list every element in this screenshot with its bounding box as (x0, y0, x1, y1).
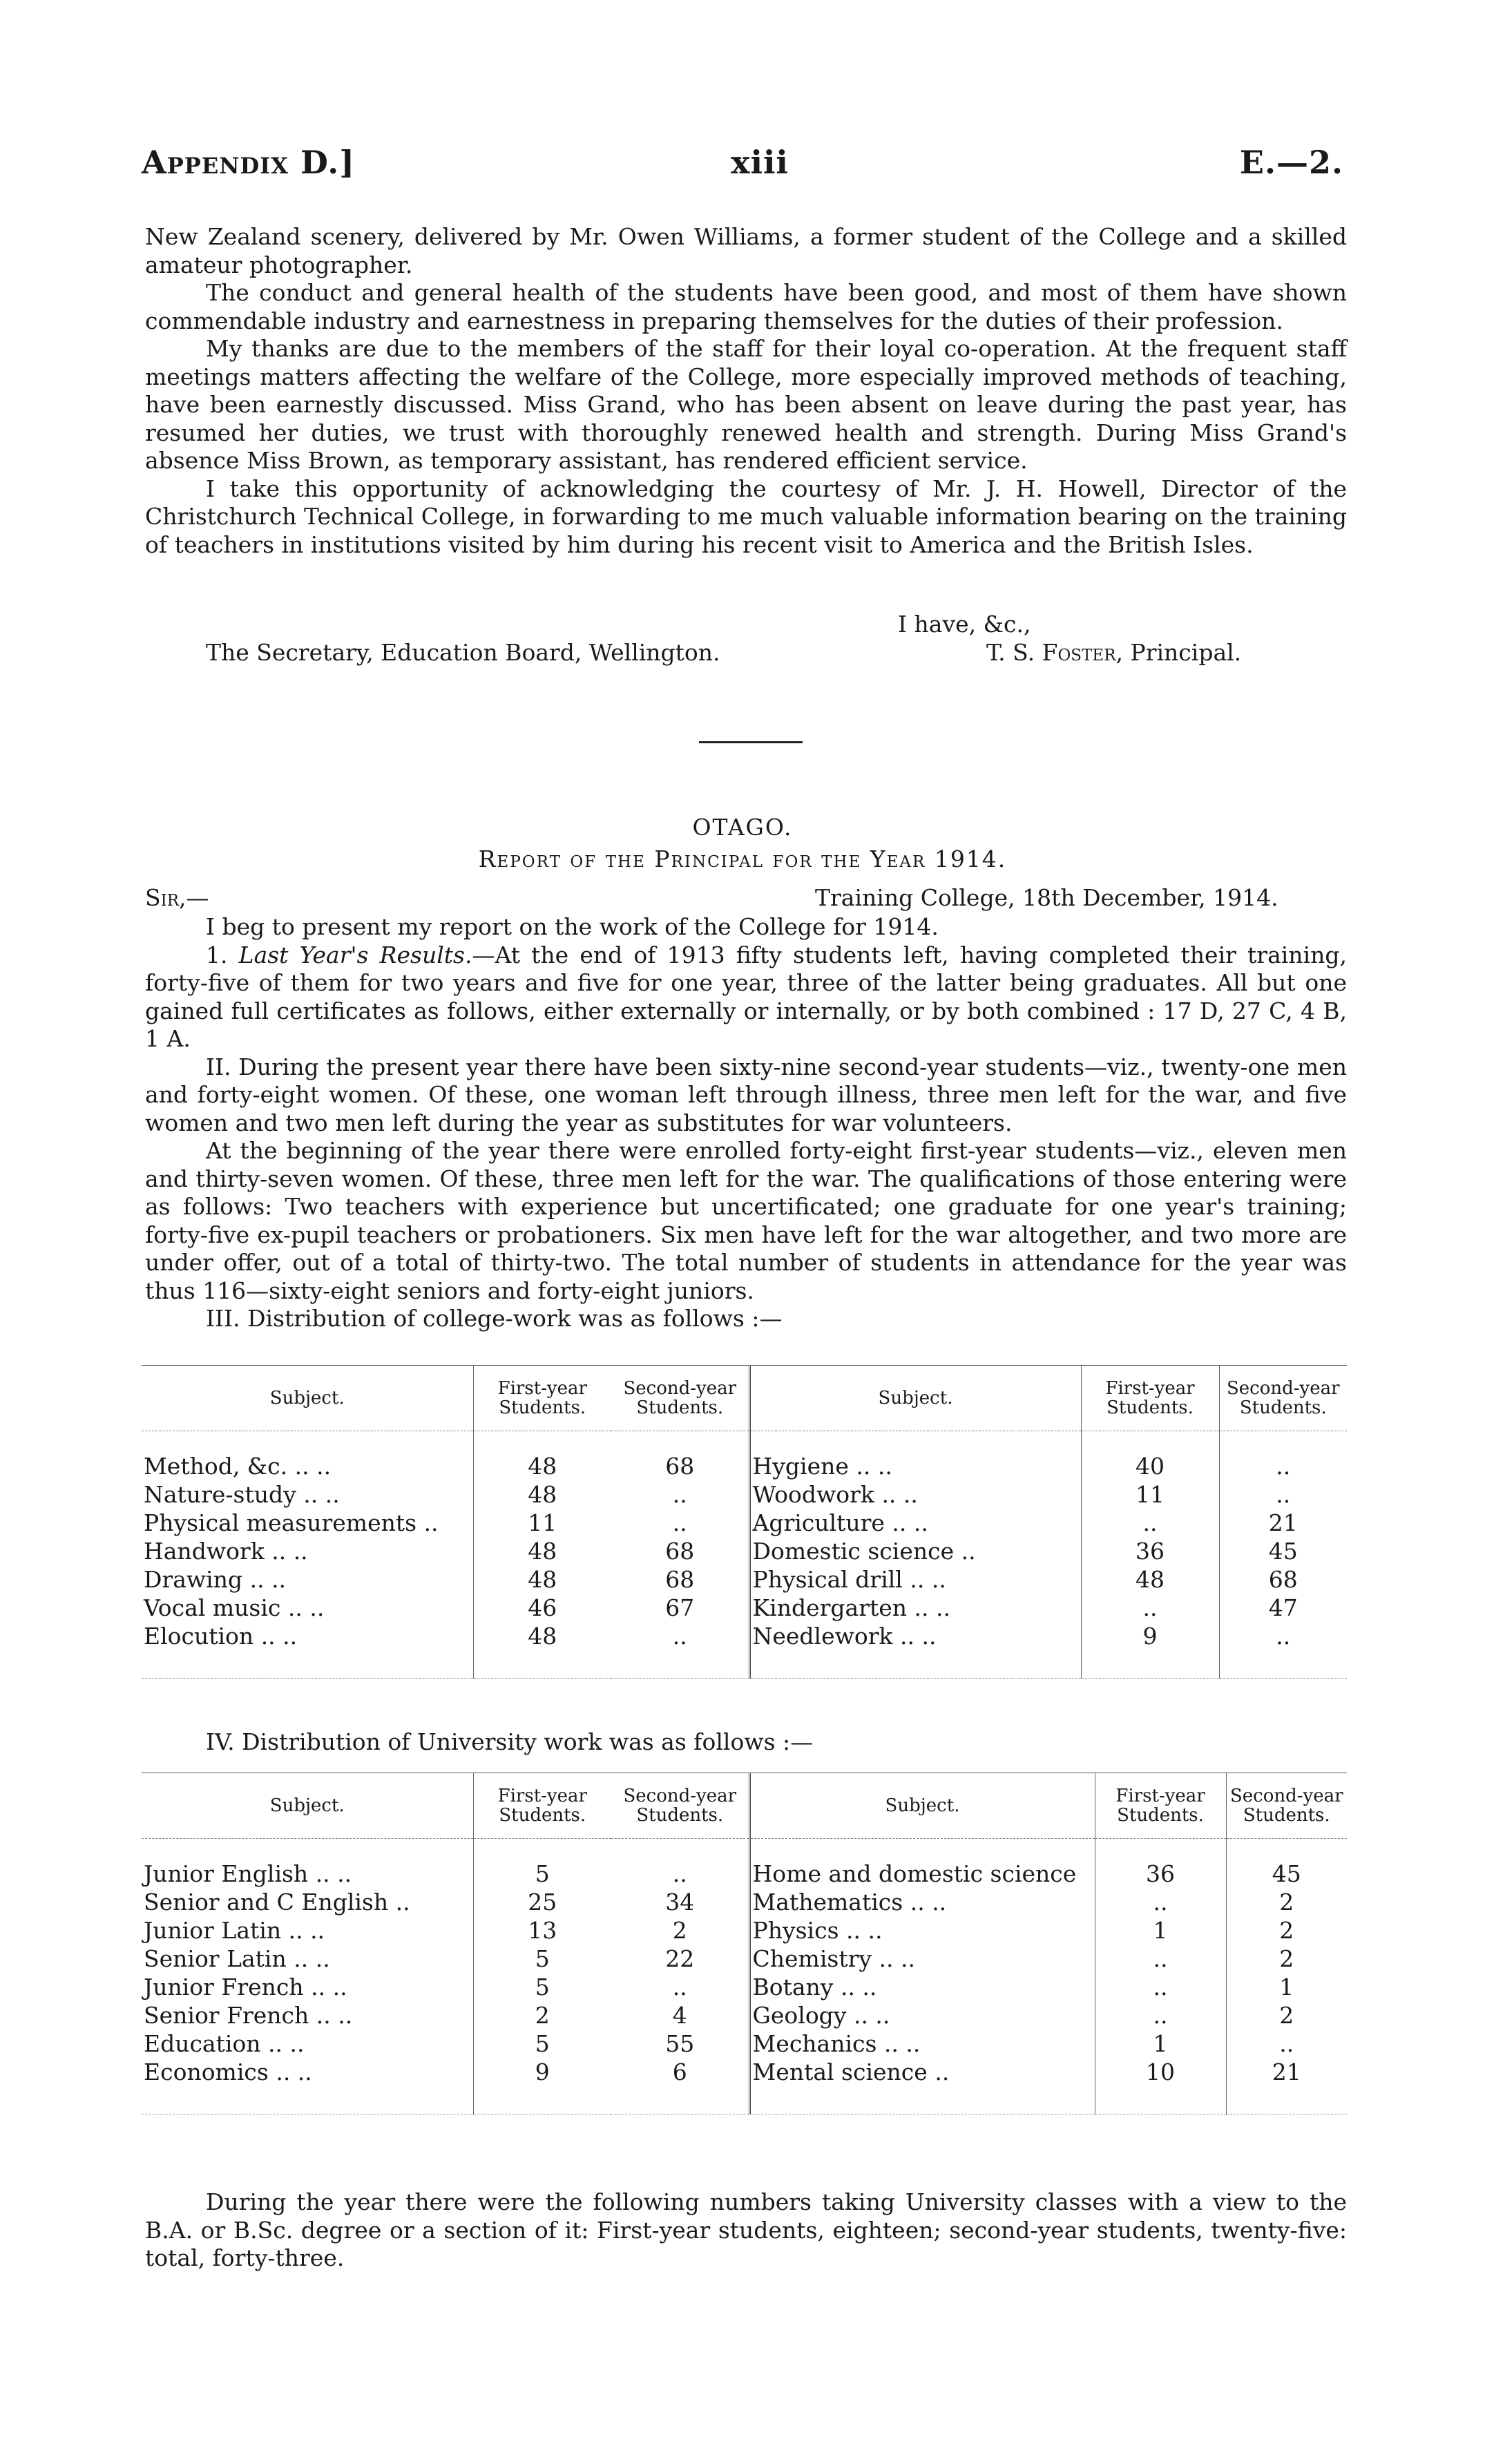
table-row (142, 1509, 1347, 1537)
first-year-cell: .. (1095, 1888, 1226, 1916)
subject-cell: Physics (752, 1917, 839, 1944)
second-year-cell: 6 (672, 2059, 687, 2085)
intro-paragraph: I take this opportunity of acknowledging the courtesy of Mr. J. H. Howell, Director of the Christchurch Technical College, in forwarding to me much valuable information bearing on the training of teachers in institutions visited by him during his recent visit to America and the British Isles. (145, 475, 1347, 558)
leader-dots: .. .. (276, 2059, 312, 2085)
leader-dots: .. (935, 2059, 950, 2085)
second-year-cell: 2 (1226, 1945, 1347, 1973)
leader-dots: .. .. (294, 1945, 330, 1972)
second-year-cell: 2 (1226, 1888, 1347, 1916)
subject-cell: Botany (752, 1974, 834, 2000)
leader-dots: .. .. (294, 1453, 332, 1480)
addressee: The Secretary, Education Board, Wellington. (206, 639, 720, 666)
subject-cell: Mathematics (752, 1889, 903, 1916)
col-header-first-year: First-year Students. (473, 1773, 611, 1839)
table-row (142, 2058, 1347, 2086)
intro-paragraph: The conduct and general health of the students have been good, and most of them have shown commendable industry and earnestness in preparing themselves for the duties of their profession. (145, 279, 1347, 334)
second-year-cell: 67 (665, 1594, 695, 1621)
leader-dots: .. .. (910, 1889, 947, 1916)
second-year-cell: 68 (1219, 1565, 1347, 1594)
page-header-appendix: Appendix D.] (142, 144, 356, 181)
subject-cell: Mental science (752, 2059, 928, 2085)
leader-dots: .. .. (900, 1623, 937, 1650)
second-year-cell: 68 (665, 1538, 695, 1565)
second-year-cell: 4 (672, 2002, 687, 2029)
table-row (142, 2030, 1347, 2058)
first-year-cell: 11 (473, 1509, 611, 1537)
closing-paragraph: During the year there were the following numbers taking University classes with a view to the B.A. or B.Sc. degree or a section of it: First-year students, eighteen; second-year students, twenty-five: total, forty-three. (145, 2188, 1347, 2271)
section-4-intro-wrap (145, 1728, 1347, 1757)
salutation: Sir,— (145, 884, 209, 911)
subject-cell: Junior French (144, 1974, 304, 2000)
leader-dots: .. .. (846, 1917, 883, 1944)
report-subheading: Report of the Principal for the Year 1914. (478, 846, 1007, 872)
col-header-second-year: Second-year Students. (1219, 1366, 1347, 1431)
leader-dots: .. .. (853, 2002, 890, 2029)
subject-cell: Vocal music (144, 1594, 281, 1621)
leader-dots: .. .. (260, 1623, 298, 1650)
first-year-cell: .. (1095, 1973, 1226, 2001)
section-1 (145, 942, 1347, 1053)
subject-cell: Senior Latin (144, 1945, 287, 1972)
first-year-cell: 1 (1095, 1916, 1226, 1945)
subject-cell: Chemistry (752, 1945, 872, 1972)
first-year-cell: 46 (473, 1594, 611, 1622)
leader-dots: .. .. (268, 2030, 305, 2057)
table-row (142, 1860, 1347, 1888)
col-header-subject: Subject. (749, 1773, 1095, 1839)
subject-cell: Mechanics (752, 2030, 877, 2057)
first-year-cell: 40 (1081, 1452, 1219, 1480)
section-3-intro: III. Distribution of college-work was as follows :— (206, 1305, 783, 1332)
page-number: xiii (731, 144, 789, 181)
subject-cell: Needlework (752, 1623, 893, 1650)
subject-cell: Economics (144, 2059, 269, 2085)
report-body (145, 913, 1347, 1333)
leader-dots: .. (395, 1889, 410, 1916)
university-work-table (142, 1773, 1347, 2114)
first-year-cell: 48 (473, 1622, 611, 1650)
place-date: Training College, 18th December, 1914. (815, 884, 1278, 911)
subject-cell: Home and domestic science (752, 1860, 1077, 1887)
subject-cell: Kindergarten (752, 1594, 908, 1621)
subject-cell: Education (144, 2030, 261, 2057)
first-year-cell: 5 (473, 1860, 611, 1888)
col-header-first-year: First-year Students. (1081, 1366, 1219, 1431)
leader-dots: .. .. (311, 1974, 347, 2000)
first-year-cell: 1 (1095, 2030, 1226, 2058)
subject-cell: Junior Latin (144, 1917, 282, 1944)
table-row (142, 1565, 1347, 1594)
first-year-cell: 11 (1081, 1480, 1219, 1509)
subject-cell: Agriculture (752, 1509, 885, 1536)
leader-dots: .. .. (883, 2030, 921, 2057)
subject-cell: Senior and C English (144, 1889, 389, 1916)
col-header-first-year: First-year Students. (473, 1366, 611, 1431)
second-year-cell: 45 (1226, 1860, 1347, 1888)
subject-cell: Elocution (144, 1623, 254, 1650)
first-year-cell: 48 (473, 1480, 611, 1509)
second-year-cell: 2 (1226, 2001, 1347, 2030)
section-2-continued: At the beginning of the year there were enrolled forty-eight first-year students—viz., eleven men and thirty-seven women. Of these, three men left for the war. The qualifications of those entering were as follows: Two teachers with experience but uncertificated; one graduate for one year's training; forty-five ex-pupil teachers or probationers. Six men have left for the war altogether, and two more are under offer, out of a total of thirty-two. The total number of students in attendance for the year was thus 116—sixty-eight seniors and forty-eight juniors. (145, 1137, 1347, 1304)
second-year-cell: 21 (1226, 2058, 1347, 2086)
col-header-second-year: Second-year Students. (1226, 1773, 1347, 1839)
leader-dots: .. .. (316, 2002, 353, 2029)
first-year-cell: 5 (473, 1945, 611, 1973)
col-header-first-year: First-year Students. (1095, 1773, 1226, 1839)
section-divider (699, 741, 803, 743)
first-year-cell: 48 (473, 1452, 611, 1480)
signature (986, 639, 1241, 666)
first-year-cell: 10 (1095, 2058, 1226, 2086)
table-row (142, 1916, 1347, 1945)
leader-dots: .. .. (856, 1453, 892, 1480)
first-year-cell: .. (1095, 2001, 1226, 2030)
section-1-label: 1. (206, 941, 228, 968)
page-header-series: E.—2. (1239, 144, 1343, 181)
section-4-intro: IV. Distribution of University work was as follows :— (206, 1728, 814, 1755)
second-year-cell: 1 (1226, 1973, 1347, 2001)
second-year-cell: 68 (665, 1453, 695, 1480)
second-year-cell: .. (672, 1974, 687, 2000)
second-year-cell: .. (672, 1509, 687, 1536)
col-header-subject: Subject. (142, 1773, 473, 1839)
second-year-cell: .. (672, 1623, 687, 1650)
table-row (142, 1537, 1347, 1565)
table-row (142, 1452, 1347, 1480)
leader-dots: .. .. (879, 1945, 915, 1972)
table-row (142, 2001, 1347, 2030)
leader-dots: .. .. (840, 1974, 877, 2000)
second-year-cell: 47 (1219, 1594, 1347, 1622)
second-year-cell: 21 (1219, 1509, 1347, 1537)
leader-dots: .. .. (315, 1860, 352, 1887)
subject-cell: Drawing (144, 1566, 243, 1593)
leader-dots: .. .. (249, 1566, 287, 1593)
leader-dots: .. .. (881, 1481, 918, 1508)
first-year-cell: 5 (473, 1973, 611, 2001)
col-header-second-year: Second-year Students. (611, 1773, 749, 1839)
second-year-cell: .. (1219, 1452, 1347, 1480)
subject-cell: Physical measurements (144, 1509, 417, 1536)
leader-dots: .. .. (288, 1917, 325, 1944)
table-row (142, 1973, 1347, 2001)
leader-dots: .. .. (287, 1594, 325, 1621)
subject-cell: Physical drill (752, 1566, 903, 1593)
closing-section (145, 2188, 1347, 2273)
leader-dots: .. (423, 1509, 439, 1536)
subject-cell: Domestic science (752, 1538, 955, 1565)
signature-title: Principal. (1130, 639, 1242, 666)
first-year-cell: 5 (473, 2030, 611, 2058)
signature-name: T. S. Foster, (986, 639, 1123, 666)
subject-cell: Woodwork (752, 1481, 874, 1508)
first-year-cell: 36 (1095, 1860, 1226, 1888)
table-row (142, 1622, 1347, 1650)
second-year-cell: 55 (665, 2030, 695, 2057)
first-year-cell: .. (1095, 1945, 1226, 1973)
first-year-cell: .. (1081, 1509, 1219, 1537)
first-year-cell: 48 (473, 1537, 611, 1565)
second-year-cell: 34 (665, 1889, 695, 1916)
leader-dots: .. .. (914, 1594, 950, 1621)
college-work-table (142, 1365, 1347, 1679)
intro-paragraph: My thanks are due to the members of the staff for their loyal co-operation. At the frequent staff meetings matters affecting the welfare of the College, more especially improved methods of teaching, have been earnestly discussed. Miss Grand, who has been absent on leave during the past year, has resumed her duties, we trust with thoroughly renewed health and strength. During Miss Grand's absence Miss Brown, as temporary assistant, has rendered efficient service. (145, 335, 1347, 474)
second-year-cell: 45 (1219, 1537, 1347, 1565)
region-heading: OTAGO. (692, 814, 793, 841)
leader-dots: .. .. (910, 1566, 946, 1593)
first-year-cell: .. (1081, 1594, 1219, 1622)
second-year-cell: 2 (672, 1917, 687, 1944)
table-row (142, 1945, 1347, 1973)
first-year-cell: 9 (473, 2058, 611, 2086)
first-year-cell: 36 (1081, 1537, 1219, 1565)
section-1-text: —At the end of 1913 fifty students left, having completed their training, forty-five of them for two years and five for one year, three of the latter being graduates. All but one gained full certificates as follows, either externally or internally, or by both combined : 17 D, 27 C, 4 B, 1 A. (145, 941, 1347, 1052)
leader-dots: .. (961, 1538, 976, 1565)
subject-cell: Method, &c. (144, 1453, 288, 1480)
col-header-second-year: Second-year Students. (611, 1366, 749, 1431)
subject-cell: Nature-study (144, 1481, 296, 1508)
first-year-cell: 9 (1081, 1622, 1219, 1650)
second-year-cell: .. (1226, 2030, 1347, 2058)
subject-cell: Junior English (144, 1860, 309, 1887)
first-year-cell: 48 (473, 1565, 611, 1594)
second-year-cell: 2 (1226, 1916, 1347, 1945)
intro-section (145, 223, 1347, 559)
subject-cell: Hygiene (752, 1453, 849, 1480)
second-year-cell: .. (1219, 1480, 1347, 1509)
subject-cell: Handwork (144, 1538, 265, 1565)
section-1-title: Last Year's Results. (238, 941, 472, 968)
second-year-cell: .. (672, 1481, 687, 1508)
second-year-cell: .. (672, 1860, 687, 1887)
table-row (142, 1480, 1347, 1509)
first-year-cell: 25 (473, 1888, 611, 1916)
second-year-cell: .. (1219, 1622, 1347, 1650)
col-header-subject: Subject. (142, 1366, 473, 1431)
second-year-cell: 22 (665, 1945, 695, 1972)
table-row (142, 1888, 1347, 1916)
leader-dots: .. .. (303, 1481, 340, 1508)
closing-phrase: I have, &c., (898, 611, 1031, 638)
subject-cell: Senior French (144, 2002, 309, 2029)
opening-line: I beg to present my report on the work of the College for 1914. (206, 913, 939, 940)
section-2: II. During the present year there have been sixty-nine second-year students—viz., twenty-one men and forty-eight women. Of these, one woman left through illness, three men left for the war, and five women and two men left during the year as substitutes for war volunteers. (145, 1053, 1347, 1136)
first-year-cell: 13 (473, 1916, 611, 1945)
second-year-cell: 68 (665, 1566, 695, 1593)
col-header-subject: Subject. (749, 1366, 1081, 1431)
intro-paragraph: New Zealand scenery, delivered by Mr. Owen Williams, a former student of the College and a skilled amateur photographer. (145, 223, 1347, 278)
subject-cell: Geology (752, 2002, 847, 2029)
leader-dots: .. .. (892, 1509, 928, 1536)
first-year-cell: 48 (1081, 1565, 1219, 1594)
leader-dots: .. .. (271, 1538, 308, 1565)
first-year-cell: 2 (473, 2001, 611, 2030)
table-row (142, 1594, 1347, 1622)
